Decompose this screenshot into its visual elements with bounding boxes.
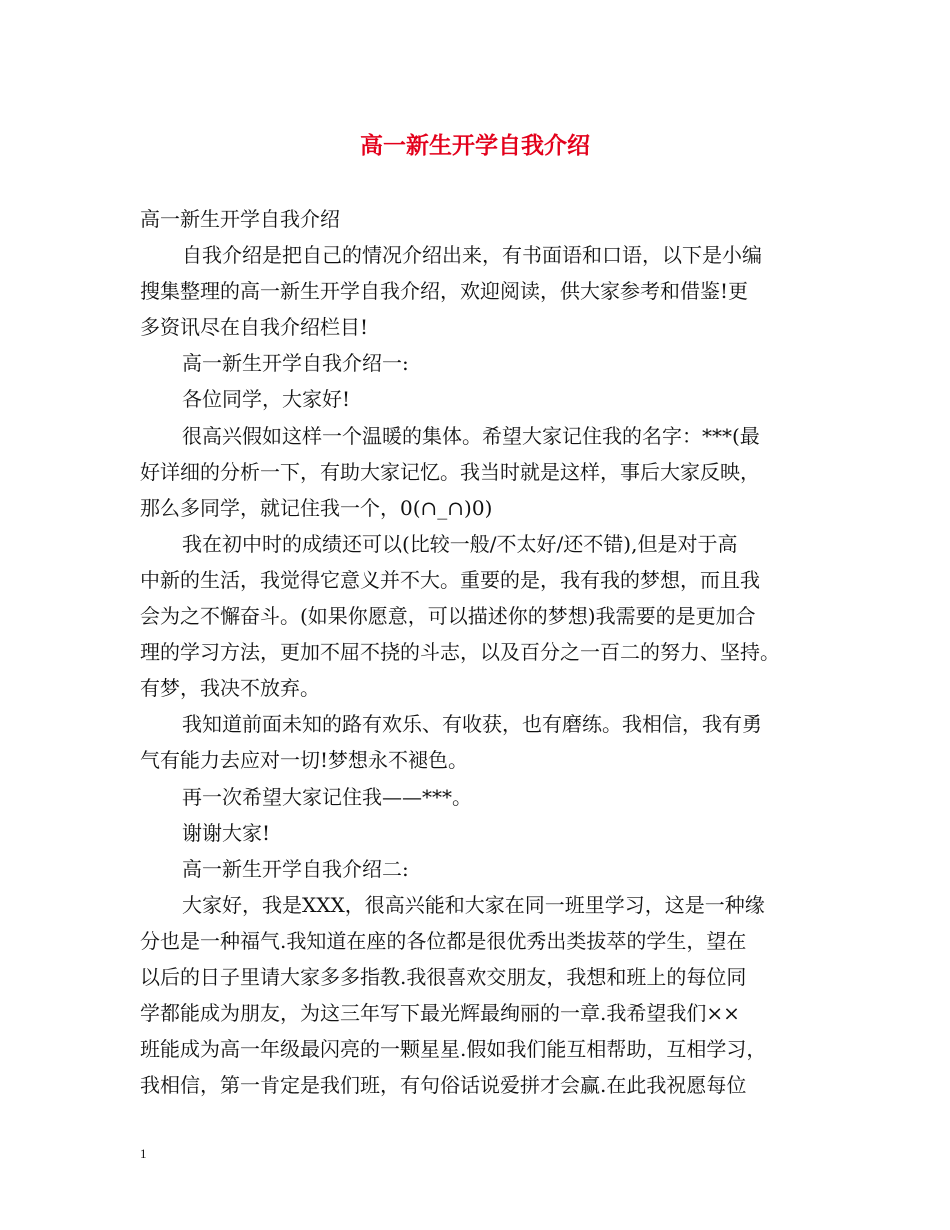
text-line: 搜集整理的高一新生开学自我介绍，欢迎阅读，供大家参考和借鉴!更 xyxy=(140,279,749,304)
text-line: 高一新生开学自我介绍二: xyxy=(182,856,409,881)
page-number: 1 xyxy=(140,1146,147,1161)
text-line: 高一新生开学自我介绍一: xyxy=(182,351,409,376)
text-line: 高一新生开学自我介绍 xyxy=(140,207,340,231)
text-line: 理的学习方法，更加不屈不挠的斗志，以及百分之一百二的努力、坚持。 xyxy=(140,640,780,665)
text-line: 再一次希望大家记住我——***。 xyxy=(182,784,472,809)
document-body xyxy=(140,201,820,1103)
text-line: 班能成为高一年级最闪亮的一颗星星.假如我们能互相帮助，互相学习， xyxy=(140,1037,767,1062)
text-line: 谢谢大家! xyxy=(182,820,271,845)
document-title: 高一新生开学自我介绍 xyxy=(360,132,590,159)
text-line: 学都能成为朋友，为这三年写下最光辉最绚丽的一章.我希望我们×× xyxy=(140,1001,740,1026)
text-line: 我相信，第一肯定是我们班，有句俗话说爱拼才会赢.在此我祝愿每位 xyxy=(140,1073,747,1098)
text-line: 中新的生活，我觉得它意义并不大。重要的是，我有我的梦想，而且我 xyxy=(140,567,760,592)
text-line: 我知道前面未知的路有欢乐、有收获，也有磨练。我相信，我有勇 xyxy=(182,712,762,737)
text-line: 大家好，我是XXX，很高兴能和大家在同一班里学习，这是一种缘 xyxy=(182,892,765,917)
text-line: 分也是一种福气.我知道在座的各位都是很优秀出类拔萃的学生，望在 xyxy=(140,928,747,953)
text-line: 会为之不懈奋斗。(如果你愿意，可以描述你的梦想)我需要的是更加合 xyxy=(140,604,756,629)
text-line: 很高兴假如这样一个温暖的集体。希望大家记住我的名字：***(最 xyxy=(182,423,760,448)
text-line: 那么多同学，就记住我一个，0(∩_∩)0) xyxy=(140,495,493,520)
text-line: 多资讯尽在自我介绍栏目! xyxy=(140,315,369,340)
text-line: 有梦，我决不放弃。 xyxy=(140,676,320,701)
text-line: 自我介绍是把自己的情况介绍出来，有书面语和口语，以下是小编 xyxy=(182,243,762,268)
text-line: 我在初中时的成绩还可以(比较一般/不太好/还不错),但是对于高 xyxy=(182,531,738,556)
text-line: 好详细的分析一下，有助大家记忆。我当时就是这样，事后大家反映， xyxy=(140,459,760,484)
text-line: 以后的日子里请大家多多指教.我很喜欢交朋友，我想和班上的每位同 xyxy=(140,964,747,989)
text-line: 各位同学，大家好! xyxy=(182,387,351,412)
text-line: 气有能力去应对一切!梦想永不褪色。 xyxy=(140,748,469,773)
